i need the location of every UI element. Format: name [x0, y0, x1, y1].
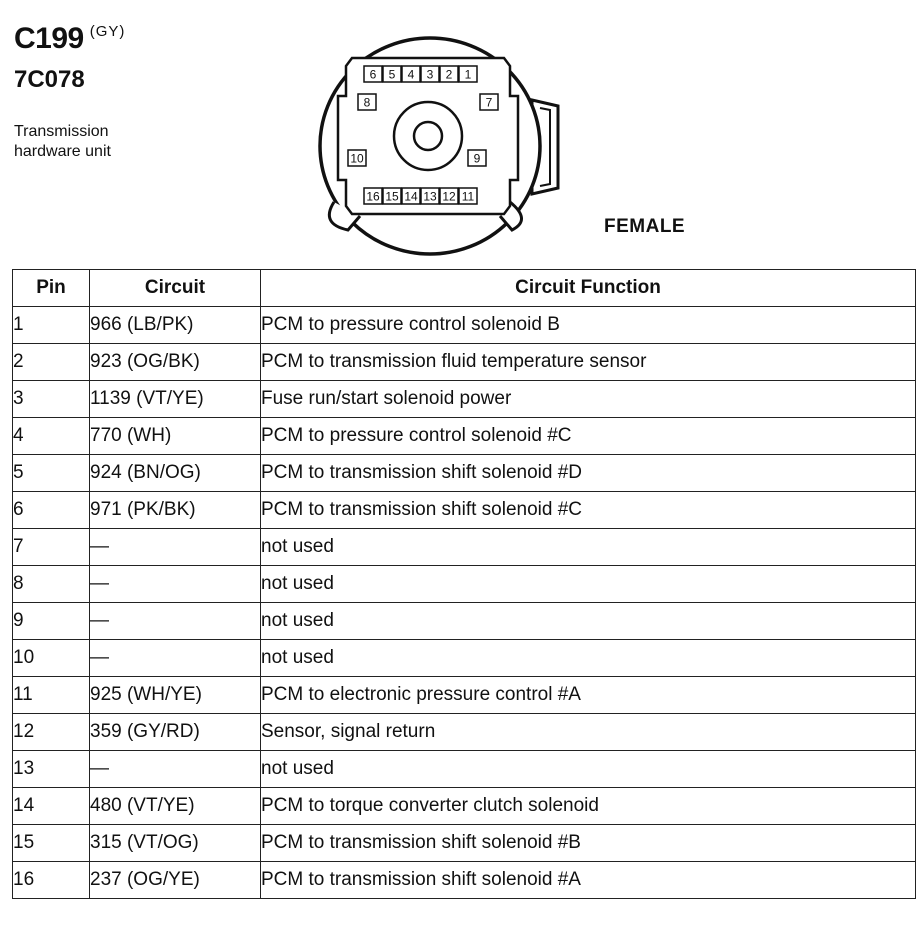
- connector-header: [14, 22, 125, 56]
- pin-cell: 3: [13, 381, 90, 418]
- circuit-cell: —: [90, 640, 261, 677]
- connector-pin-6: [364, 66, 382, 82]
- table-row: [13, 751, 916, 788]
- connector-pin-label: 11: [461, 189, 475, 204]
- table-row: [13, 714, 916, 751]
- function-cell: not used: [261, 529, 916, 566]
- table-row: [13, 455, 916, 492]
- function-cell: PCM to transmission shift solenoid #C: [261, 492, 916, 529]
- pin-cell: 4: [13, 418, 90, 455]
- pin-cell: 14: [13, 788, 90, 825]
- function-cell: Fuse run/start solenoid power: [261, 381, 916, 418]
- pin-cell: 12: [13, 714, 90, 751]
- circuit-cell: 315 (VT/OG): [90, 825, 261, 862]
- pin-cell: 7: [13, 529, 90, 566]
- table-row: [13, 603, 916, 640]
- circuit-cell: 924 (BN/OG): [90, 455, 261, 492]
- function-cell: PCM to pressure control solenoid B: [261, 307, 916, 344]
- connector-pin-label: 1: [464, 67, 472, 82]
- connector-pin-3: [421, 66, 439, 82]
- table-row: [13, 307, 916, 344]
- connector-pin-14: [402, 188, 420, 204]
- connector-pin-label: 12: [442, 189, 456, 204]
- pin-cell: 15: [13, 825, 90, 862]
- function-cell: PCM to electronic pressure control #A: [261, 677, 916, 714]
- function-cell: PCM to transmission fluid temperature sensor: [261, 344, 916, 381]
- circuit-cell: —: [90, 603, 261, 640]
- table-row: [13, 492, 916, 529]
- connector-pin-8: [358, 94, 376, 110]
- connector-id: C199: [14, 22, 84, 55]
- table-row: [13, 825, 916, 862]
- pin-cell: 5: [13, 455, 90, 492]
- pin-cell: 11: [13, 677, 90, 714]
- table-row: [13, 788, 916, 825]
- connector-pin-16: [364, 188, 382, 204]
- part-number: 7C078: [14, 66, 85, 93]
- connector-pin-2: [440, 66, 458, 82]
- table-row: [13, 529, 916, 566]
- function-cell: PCM to transmission shift solenoid #D: [261, 455, 916, 492]
- header-circuit: Circuit: [90, 270, 261, 307]
- connector-pin-10: [348, 150, 366, 166]
- connector-pin-label: 16: [366, 189, 380, 204]
- function-cell: not used: [261, 751, 916, 788]
- connector-pin-label: 4: [407, 67, 415, 82]
- function-cell: not used: [261, 640, 916, 677]
- connector-pin-9: [468, 150, 486, 166]
- connector-pin-label: 10: [350, 151, 364, 166]
- connector-pin-label: 15: [385, 189, 399, 204]
- header-function: Circuit Function: [261, 270, 916, 307]
- pin-cell: 2: [13, 344, 90, 381]
- circuit-cell: 925 (WH/YE): [90, 677, 261, 714]
- pin-cell: 6: [13, 492, 90, 529]
- connector-description: Transmission hardware unit: [14, 123, 111, 160]
- connector-pin-label: 6: [369, 67, 377, 82]
- connector-pin-11: [459, 188, 477, 204]
- circuit-cell: 966 (LB/PK): [90, 307, 261, 344]
- connector-pin-1: [459, 66, 477, 82]
- connector-pin-label: 7: [485, 95, 493, 110]
- table-header-row: [13, 270, 916, 307]
- connector-pin-12: [440, 188, 458, 204]
- connector-pin-label: 13: [423, 189, 437, 204]
- circuit-cell: 480 (VT/YE): [90, 788, 261, 825]
- table-row: [13, 381, 916, 418]
- connector-pin-label: 3: [426, 67, 434, 82]
- connector-pin-label: 14: [404, 189, 418, 204]
- connector-pin-label: 8: [363, 95, 371, 110]
- table-row: [13, 677, 916, 714]
- connector-pin-label: 2: [445, 67, 453, 82]
- function-cell: Sensor, signal return: [261, 714, 916, 751]
- pin-cell: 9: [13, 603, 90, 640]
- table-row: [13, 862, 916, 899]
- table-row: [13, 566, 916, 603]
- table-row: [13, 418, 916, 455]
- pinout-table: [12, 269, 916, 899]
- circuit-cell: —: [90, 529, 261, 566]
- table-row: [13, 344, 916, 381]
- pin-cell: 13: [13, 751, 90, 788]
- pin-cell: 16: [13, 862, 90, 899]
- circuit-cell: 923 (OG/BK): [90, 344, 261, 381]
- connector-pin-4: [402, 66, 420, 82]
- connector-pin-13: [421, 188, 439, 204]
- circuit-cell: —: [90, 566, 261, 603]
- connector-pin-label: 9: [473, 151, 481, 166]
- function-cell: PCM to torque converter clutch solenoid: [261, 788, 916, 825]
- circuit-cell: 1139 (VT/YE): [90, 381, 261, 418]
- connector-pin-5: [383, 66, 401, 82]
- circuit-cell: 770 (WH): [90, 418, 261, 455]
- pin-cell: 8: [13, 566, 90, 603]
- connector-color: (GY): [89, 23, 126, 40]
- table-row: [13, 640, 916, 677]
- connector-diagram: [300, 34, 560, 260]
- circuit-cell: 237 (OG/YE): [90, 862, 261, 899]
- connector-gender: FEMALE: [604, 216, 686, 237]
- circuit-cell: 971 (PK/BK): [90, 492, 261, 529]
- connector-pin-15: [383, 188, 401, 204]
- pin-cell: 1: [13, 307, 90, 344]
- connector-pin-7: [480, 94, 498, 110]
- function-cell: PCM to transmission shift solenoid #B: [261, 825, 916, 862]
- header-pin: Pin: [13, 270, 90, 307]
- function-cell: PCM to pressure control solenoid #C: [261, 418, 916, 455]
- circuit-cell: —: [90, 751, 261, 788]
- function-cell: not used: [261, 566, 916, 603]
- pin-cell: 10: [13, 640, 90, 677]
- circuit-cell: 359 (GY/RD): [90, 714, 261, 751]
- function-cell: PCM to transmission shift solenoid #A: [261, 862, 916, 899]
- connector-pin-label: 5: [388, 67, 396, 82]
- function-cell: not used: [261, 603, 916, 640]
